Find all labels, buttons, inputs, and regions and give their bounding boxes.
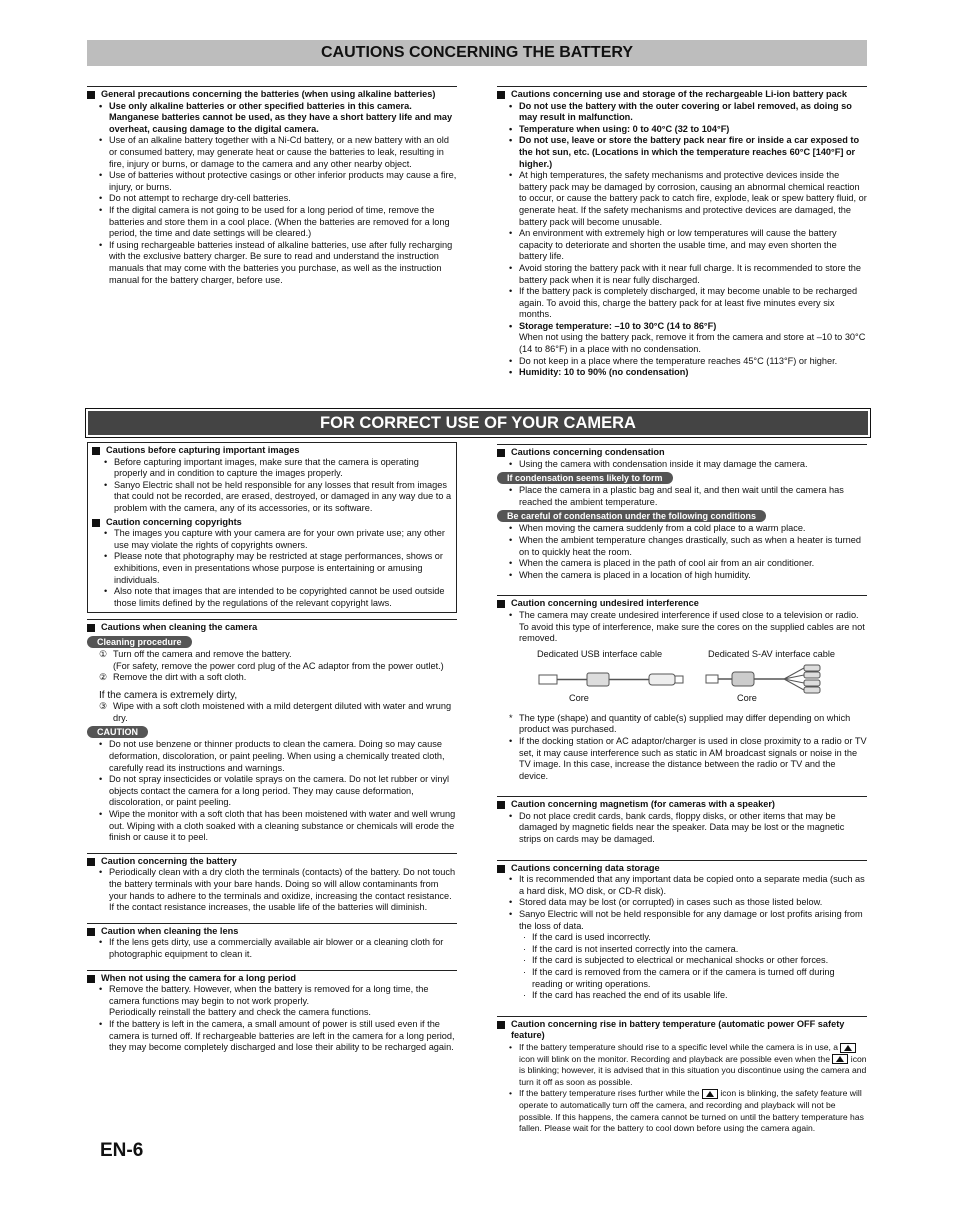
list-item: • Use only alkaline batteries or other specified batteries in this camera. Manganese batteries cannot be used, as they have a short battery life and may overheat, causing damage to the digital camera. xyxy=(99,100,453,134)
camera-right-column xyxy=(497,442,867,1135)
square-bullet-icon xyxy=(92,519,100,527)
battery-section-title: CAUTIONS CONCERNING THE BATTERY xyxy=(87,40,867,66)
battery-caution-list xyxy=(87,867,457,913)
list-item: • Do not use the battery with the outer covering or label removed, as doing so may result in malfunction. xyxy=(509,100,852,123)
square-bullet-icon xyxy=(497,91,505,99)
battery-temperature-list xyxy=(497,1042,867,1135)
interference-notes xyxy=(497,713,867,783)
data-storage-section xyxy=(497,860,867,1002)
camera-left-column xyxy=(87,442,457,1054)
list-item: • Do not use, leave or store the battery pack near fire or inside a car exposed to the hot sun, etc. (Locations in which the temperature reaches 60°C [140°F] or higher.) xyxy=(509,135,860,169)
general-precautions-section xyxy=(87,86,457,286)
square-bullet-icon xyxy=(497,1021,505,1029)
precautions-list xyxy=(87,101,457,287)
list-subitem: · If the card is subjected to electrical or mechanical shocks or other forces. xyxy=(523,955,829,966)
section-heading: Caution concerning copyrights xyxy=(92,517,452,529)
square-bullet-icon xyxy=(497,449,505,457)
list-subitem: · If the card has reached the end of its usable life. xyxy=(523,990,728,1001)
page-number: EN-6 xyxy=(100,1140,144,1161)
battery-temperature-section xyxy=(497,1016,867,1135)
square-bullet-icon xyxy=(87,928,95,936)
list-item: • If the lens gets dirty, use a commercially available air blower or a cleaning cloth for photographic equipment to clean it. xyxy=(99,937,444,959)
list-item: • Place the camera in a plastic bag and seal it, and then wait until the camera has reached the ambient temperature. xyxy=(509,485,844,507)
list-subitem: · If the card is not inserted correctly into the camera. xyxy=(523,943,739,954)
list-item: • Temperature when using: 0 to 40°C (32 to 104°F) xyxy=(509,123,730,134)
list-item: • If the battery pack is completely discharged, it may become unable to be recharged again. To avoid this, charge the battery pack for at least five minutes every six months. xyxy=(509,286,858,320)
circled-three-icon: ③ xyxy=(99,701,108,712)
list-item: • If the docking station or AC adaptor/charger is used in close proximity to a radio or TV set, it may cause interference such as static in AM broadcast signals or noise in the TV image. In this case, increase the distance between the radio or TV and the device. xyxy=(509,735,867,781)
square-bullet-icon xyxy=(87,858,95,866)
square-bullet-icon xyxy=(92,447,100,455)
copyrights-list xyxy=(92,528,452,609)
square-bullet-icon xyxy=(497,801,505,809)
caution-label: CAUTION xyxy=(87,726,148,738)
usb-core-label: Core xyxy=(569,692,589,703)
section-heading: Caution concerning rise in battery temperature (automatic power OFF safety feature) xyxy=(497,1019,867,1042)
list-item: • Do not spray insecticides or volatile sprays on the camera. Do not let rubber or vinyl objects contact the camera for a long period. They may cause deformation, discoloration, or paint peeling. xyxy=(99,774,450,808)
list-item: • When the camera is placed in a location of high humidity. xyxy=(509,569,751,580)
list-item: • When the ambient temperature changes drastically, such as when a heater is turned on to quickly heat the room. xyxy=(509,534,861,557)
cleaning-procedure-label: Cleaning procedure xyxy=(87,636,192,648)
interference-section xyxy=(497,595,867,782)
battery-caution-section xyxy=(87,853,457,914)
cable-illustration xyxy=(497,649,867,711)
section-heading: Cautions concerning condensation xyxy=(497,447,867,459)
interference-list xyxy=(497,610,867,645)
list-item: • Stored data may be lost (or corrupted) in cases such as those listed below. xyxy=(509,897,823,908)
square-bullet-icon xyxy=(87,624,95,632)
camera-section-title: FOR CORRECT USE OF YOUR CAMERA xyxy=(88,411,868,435)
section-heading: Caution concerning magnetism (for cameras with a speaker) xyxy=(497,799,867,811)
list-subitem: · If the card is used incorrectly. xyxy=(523,932,651,943)
list-item: • Do not keep in a place where the temperature reaches 45°C (113°F) or higher. xyxy=(509,355,838,366)
list-item: • If the battery is left in the camera, a small amount of power is still used even if the camera is turned off. If rechargeable batteries are left in the camera for a long period, they may become completely discharged and lose their ability to be recharged again. xyxy=(99,1018,455,1053)
list-item: • Use of an alkaline battery together with a Ni-Cd battery, or a new battery with an old or consumed battery, may generate heat or cause the batteries to leak, resulting in fire, injury or burns, or damage to the camera and any other nearby object. xyxy=(99,135,449,169)
list-item: • When the camera is placed in the path of cool air from an air conditioner. xyxy=(509,558,815,569)
list-item: • Also note that images that are intended to be copyrighted cannot be used outside those limits defined by the regulations of the relevant copyright laws. xyxy=(104,586,445,608)
condensation-list xyxy=(497,459,867,471)
section-heading: Cautions before capturing important images xyxy=(92,445,452,457)
condensation-likely-label: If condensation seems likely to form xyxy=(497,472,673,484)
list-item: • Use of batteries without protective casings or other inferior products may cause a fire, injury, or burns. xyxy=(99,170,457,192)
usb-cable-label: Dedicated USB interface cable xyxy=(537,648,663,659)
list-item: • The images you capture with your camera are for your own private use; any other use may violate the rights of copyrights owners. xyxy=(104,528,445,550)
section-heading: Cautions concerning data storage xyxy=(497,863,867,875)
cleaning-step-3: ③ Wipe with a soft cloth moistened with a mild detergent diluted with water and wrung dry. xyxy=(99,701,452,723)
battery-right-column xyxy=(497,86,867,379)
camera-section-title-frame xyxy=(85,408,871,438)
circled-one-icon: ① xyxy=(99,648,108,659)
condensation-likely-list xyxy=(497,485,867,508)
battery-left-column xyxy=(87,86,457,286)
square-bullet-icon xyxy=(497,600,505,608)
battery-temperature-warning-icon xyxy=(832,1054,848,1064)
square-bullet-icon xyxy=(497,865,505,873)
list-item: • If using rechargeable batteries instead of alkaline batteries, use after fully recharging with the exclusive battery charger. Be sure to read and understand the instruction manuals that may come with the batteries you purchase, as well as the instruction manual for the battery charger, before use. xyxy=(99,239,453,285)
list-item: • Do not attempt to recharge dry-cell batteries. xyxy=(99,193,291,204)
list-item: • Before capturing important images, make sure that the camera is operating properly and in condition to capture the images properly. xyxy=(104,456,419,479)
important-copyright-box xyxy=(87,442,457,613)
list-item: • Wipe the monitor with a soft cloth that has been moistened with water and well wrung out. Wiping with a cloth soaked with a cleaning substance or chemicals will erode the finish or cause it to peel. xyxy=(99,809,456,843)
list-item: • Storage temperature: –10 to 30°C (14 to 86°F) When not using the battery pack, remove it from the camera and store at –10 to 30°C (14 to 86°F) in a place with no condensation. xyxy=(509,320,866,355)
list-item: • If the battery temperature should rise to a specific level while the camera is in use, a icon will blink on the monitor. Recording and playback are possible even when the icon is blinking; however, it is advised that in this situation you discontinue using the camera and turn it off as soon as possible. xyxy=(509,1041,867,1087)
li-ion-list xyxy=(497,101,867,379)
battery-temperature-warning-icon xyxy=(840,1043,856,1053)
dirty-note: If the camera is extremely dirty, xyxy=(99,689,238,701)
section-heading: Cautions when cleaning the camera xyxy=(87,622,457,634)
condensation-conditions-label: Be careful of condensation under the following conditions xyxy=(497,510,766,522)
cleaning-cautions-list xyxy=(87,739,457,843)
sav-cable-label: Dedicated S-AV interface cable xyxy=(708,648,835,659)
section-heading: When not using the camera for a long period xyxy=(87,973,457,985)
list-item: • Using the camera with condensation inside it may damage the camera. xyxy=(509,458,808,469)
sav-core-label: Core xyxy=(737,692,757,703)
list-item: • It is recommended that any important data be copied onto a separate media (such as a hard disk, MO disk, or CD-R disk). xyxy=(509,874,865,896)
list-item: • The camera may create undesired interference if used close to a television or radio. To avoid this type of interference, make sure the cores on the supplied cables are not removed. xyxy=(509,609,865,644)
section-heading: Caution when cleaning the lens xyxy=(87,926,457,938)
section-heading: Caution concerning undesired interference xyxy=(497,598,867,610)
cleaning-step-2: ② Remove the dirt with a soft cloth. xyxy=(99,672,247,683)
list-item: • Sanyo Electric shall not be held responsible for any losses that result from images that could not be recorded, are erased, destroyed, or damaged in any way due to a problem with the camera, any of its accessories, or its software. xyxy=(104,479,452,513)
list-item: • If the digital camera is not going to be used for a long period of time, remove the batteries and store them in a cool place. (When the batteries are removed for a long period, the time and date settings will be cleared.) xyxy=(99,204,450,239)
circled-two-icon: ② xyxy=(99,672,108,683)
condensation-conditions-list xyxy=(497,523,867,581)
data-storage-list xyxy=(497,874,867,1002)
list-item: • When moving the camera suddenly from a cold place to a warm place. xyxy=(509,523,806,534)
square-bullet-icon xyxy=(87,91,95,99)
section-heading: Caution concerning the battery xyxy=(87,856,457,868)
li-ion-section xyxy=(497,86,867,379)
cleaning-section xyxy=(87,619,457,844)
square-bullet-icon xyxy=(87,975,95,983)
section-heading: General precautions concerning the batteries (when using alkaline batteries) xyxy=(87,89,457,101)
list-item: * The type (shape) and quantity of cable(s) supplied may differ depending on which product was purchased. xyxy=(509,712,851,735)
list-item: • Please note that photography may be restricted at stage performances, shows or exhibitions, even in presentations whose purpose is entertaining or amusing individuals. xyxy=(104,551,443,585)
usb-cable-icon xyxy=(537,667,687,693)
important-images-list xyxy=(92,457,452,515)
battery-temperature-warning-icon xyxy=(702,1089,718,1099)
list-item: • Do not use benzene or thinner products to clean the camera. Doing so may cause deformation, discoloration, or paint peeling. When using a chemically treated cloth, carefully read its instructions and warnings. xyxy=(99,739,445,773)
list-item: • Avoid storing the battery pack with it near full charge. It is recommended to store the battery pack when it is near fully discharged. xyxy=(509,262,861,285)
sav-cable-icon xyxy=(704,663,854,695)
list-item: • An environment with extremely high or low temperatures will cause the battery capacity to deteriorate and shorten the usable time, and may even shorten the battery life. xyxy=(509,228,837,262)
not-using-list xyxy=(87,984,457,1054)
section-heading: Cautions concerning use and storage of the rechargeable Li-ion battery pack xyxy=(497,89,867,101)
magnetism-list xyxy=(497,811,867,846)
list-item: • Periodically clean with a dry cloth the terminals (contacts) of the battery. Do not touch the battery terminals with your bare hands. Doing so will allow contaminants from your hands to adhere to the terminals and oxidize, increasing the contact resistance. If the contact resistance increases, the usable life of the batteries will diminish. xyxy=(99,867,456,913)
list-item: • Do not place credit cards, bank cards, floppy disks, or other items that may be damaged by magnetic fields near the speaker. Data may be lost or the magnetic strips on cards may be damaged. xyxy=(509,810,845,845)
lens-list xyxy=(87,937,457,960)
list-item: • Humidity: 10 to 90% (no condensation) xyxy=(509,367,689,378)
list-item: • Sanyo Electric will not be held responsible for any damage or lost profits arising from the loss of data. xyxy=(509,909,863,931)
condensation-section xyxy=(497,444,867,581)
list-subitem: · If the card is removed from the camera or if the camera is turned off during reading or writing operations. xyxy=(523,967,835,989)
list-item: • Remove the battery. However, when the battery is removed for a long time, the camera functions may begin to not work properly. Periodically reinstall the battery and check the camera functions. xyxy=(99,984,429,1018)
magnetism-section xyxy=(497,796,867,845)
not-using-section xyxy=(87,970,457,1054)
list-item: • At high temperatures, the safety mechanisms and protective devices inside the battery pack may be damaged by corrosion, causing an abnormal chemical reaction to occur, or cause the battery pack to catch fire, explode, leak or spew battery fluid, or generate heat. If the safety mechanisms and protective devices are damaged, the battery pack will become unusable. xyxy=(509,170,867,227)
list-item: • If the battery temperature rises further while the icon is blinking, the safety feature will operate to automatically turn off the camera, and recording and playback will not be possible. If this happens, the camera cannot be turned on until the battery temperature has fallen. Please wait for the battery to cool down before using the camera again. xyxy=(509,1088,864,1134)
lens-section xyxy=(87,923,457,961)
cleaning-step-1: ① Turn off the camera and remove the battery. (For safety, remove the power cord plug of the AC adaptor from the power outlet.) xyxy=(99,648,444,671)
